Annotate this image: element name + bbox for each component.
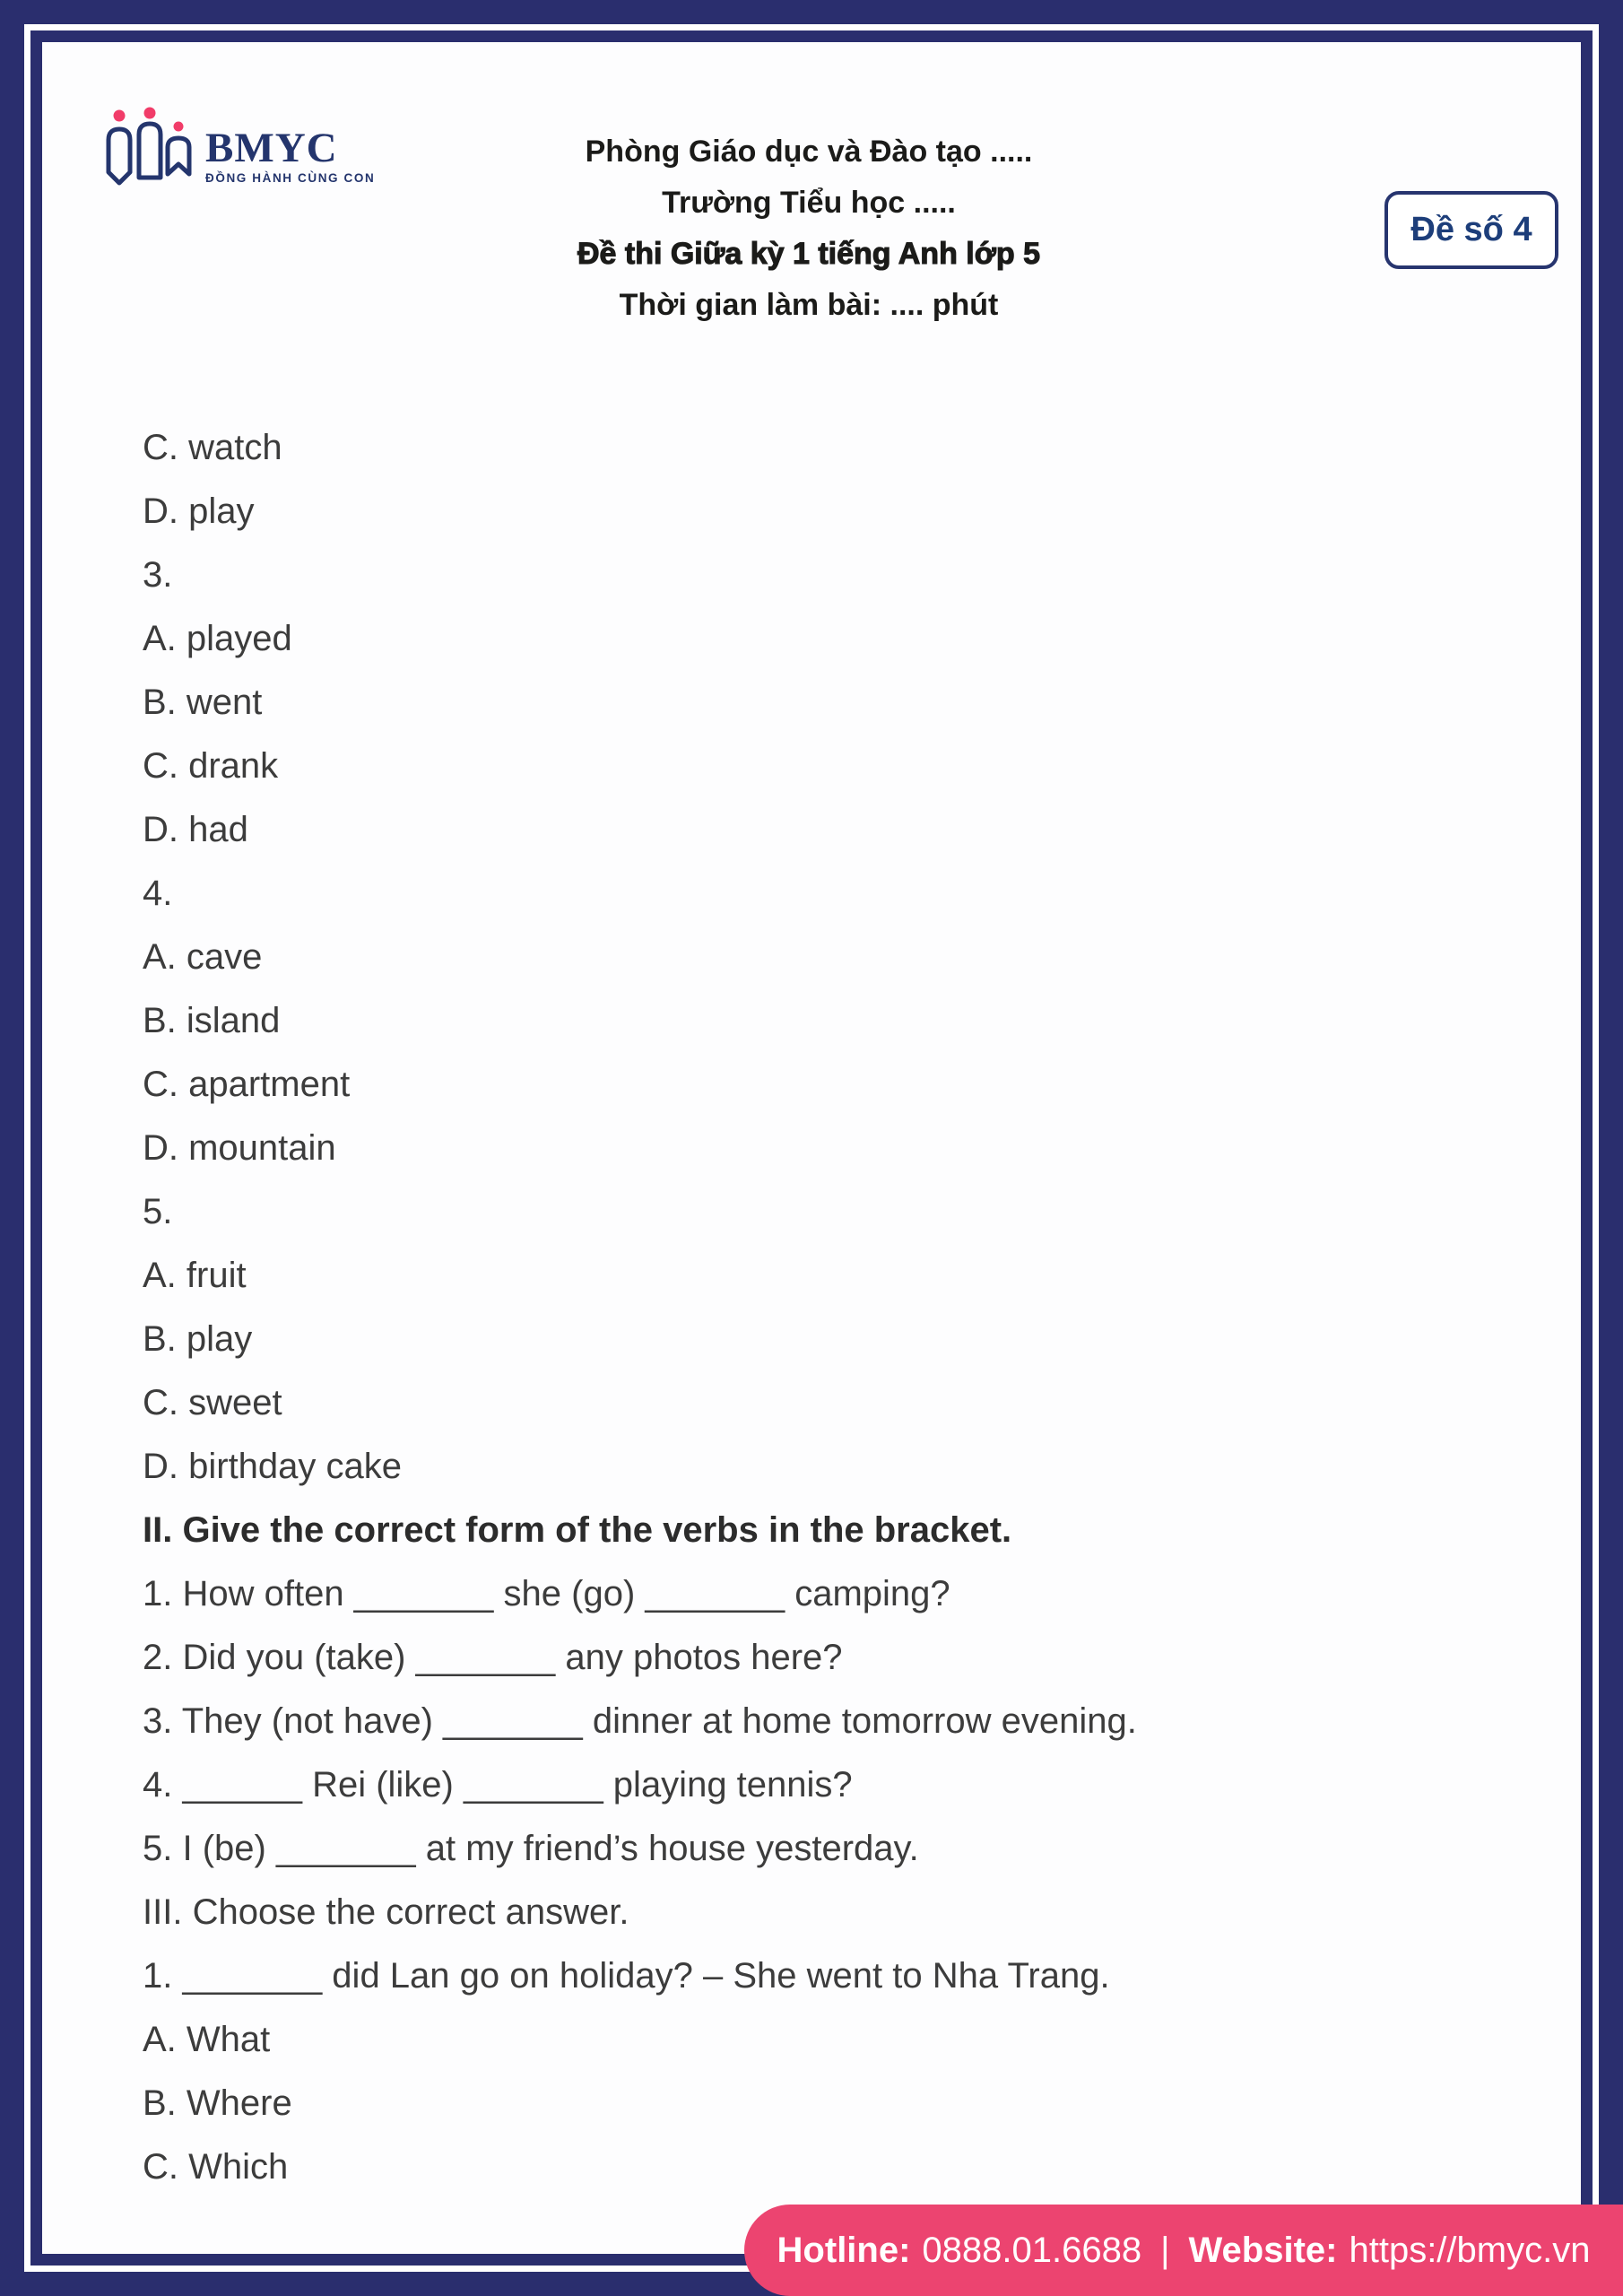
exam-line: B. Where	[143, 2083, 292, 2123]
footer-bar	[744, 2205, 1623, 2296]
exam-line: D. birthday cake	[143, 1447, 403, 1486]
exam-line: C. sweet	[143, 1383, 282, 1422]
exam-line: 5. I (be) _______ at my friend’s house yesterday.	[143, 1829, 919, 1868]
exam-line: D. mountain	[143, 1128, 336, 1168]
hotline-label: Hotline:	[777, 2230, 911, 2270]
exam-line: C. Which	[143, 2147, 289, 2187]
exam-line: C. watch	[143, 428, 282, 467]
logo-wordmark: BMYC	[205, 125, 338, 171]
exam-line: 1. How often _______ she (go) _______ camping?	[143, 1574, 950, 1613]
exam-body	[143, 416, 1541, 2199]
exam-line: A. What	[143, 2020, 271, 2059]
exam-line: III. Choose the correct answer.	[143, 1892, 629, 1932]
exam-line: B. went	[143, 683, 263, 722]
exam-line: 3. They (not have) _______ dinner at home tomorrow evening.	[143, 1701, 1137, 1741]
footer-separator: |	[1160, 2230, 1170, 2270]
bmyc-people-icon	[105, 107, 195, 187]
header-line-duration: Thời gian làm bài: .... phút	[619, 288, 999, 322]
header-line-exam-title: Đề thi Giữa kỳ 1 tiếng Anh lớp 5	[577, 237, 1041, 271]
exam-line: 5.	[143, 1192, 173, 1231]
logo-tagline: ĐỒNG HÀNH CÙNG CON	[205, 171, 376, 185]
exam-line: C. drank	[143, 746, 279, 786]
header-line-department: Phòng Giáo dục và Đào tạo .....	[585, 135, 1033, 169]
hotline-number: 0888.01.6688	[922, 2230, 1142, 2270]
exam-line: A. cave	[143, 937, 263, 977]
exam-line: D. had	[143, 810, 248, 849]
exam-line: B. island	[143, 1001, 281, 1040]
exam-line: 2. Did you (take) _______ any photos here?	[143, 1638, 843, 1677]
exam-line: II. Give the correct form of the verbs in the bracket.	[143, 1510, 1012, 1550]
website-url: https://bmyc.vn	[1349, 2230, 1591, 2270]
exam-line: C. apartment	[143, 1065, 351, 1104]
website-label: Website:	[1188, 2230, 1338, 2270]
exam-line: A. played	[143, 619, 292, 658]
exam-line: B. play	[143, 1319, 253, 1359]
exam-line: D. play	[143, 491, 255, 531]
exam-line: 4. ______ Rei (like) _______ playing tennis?	[143, 1765, 853, 1805]
page-sheet	[30, 30, 1593, 2266]
exam-header	[311, 126, 1306, 331]
exam-line: 1. _______ did Lan go on holiday? – She went to Nha Trang.	[143, 1956, 1110, 1996]
exam-line: 3.	[143, 555, 173, 595]
exam-number-badge: Đề số 4	[1384, 191, 1558, 269]
header-line-school: Trường Tiểu học .....	[662, 186, 956, 220]
exam-line: 4.	[143, 874, 173, 913]
exam-line: A. fruit	[143, 1256, 247, 1295]
